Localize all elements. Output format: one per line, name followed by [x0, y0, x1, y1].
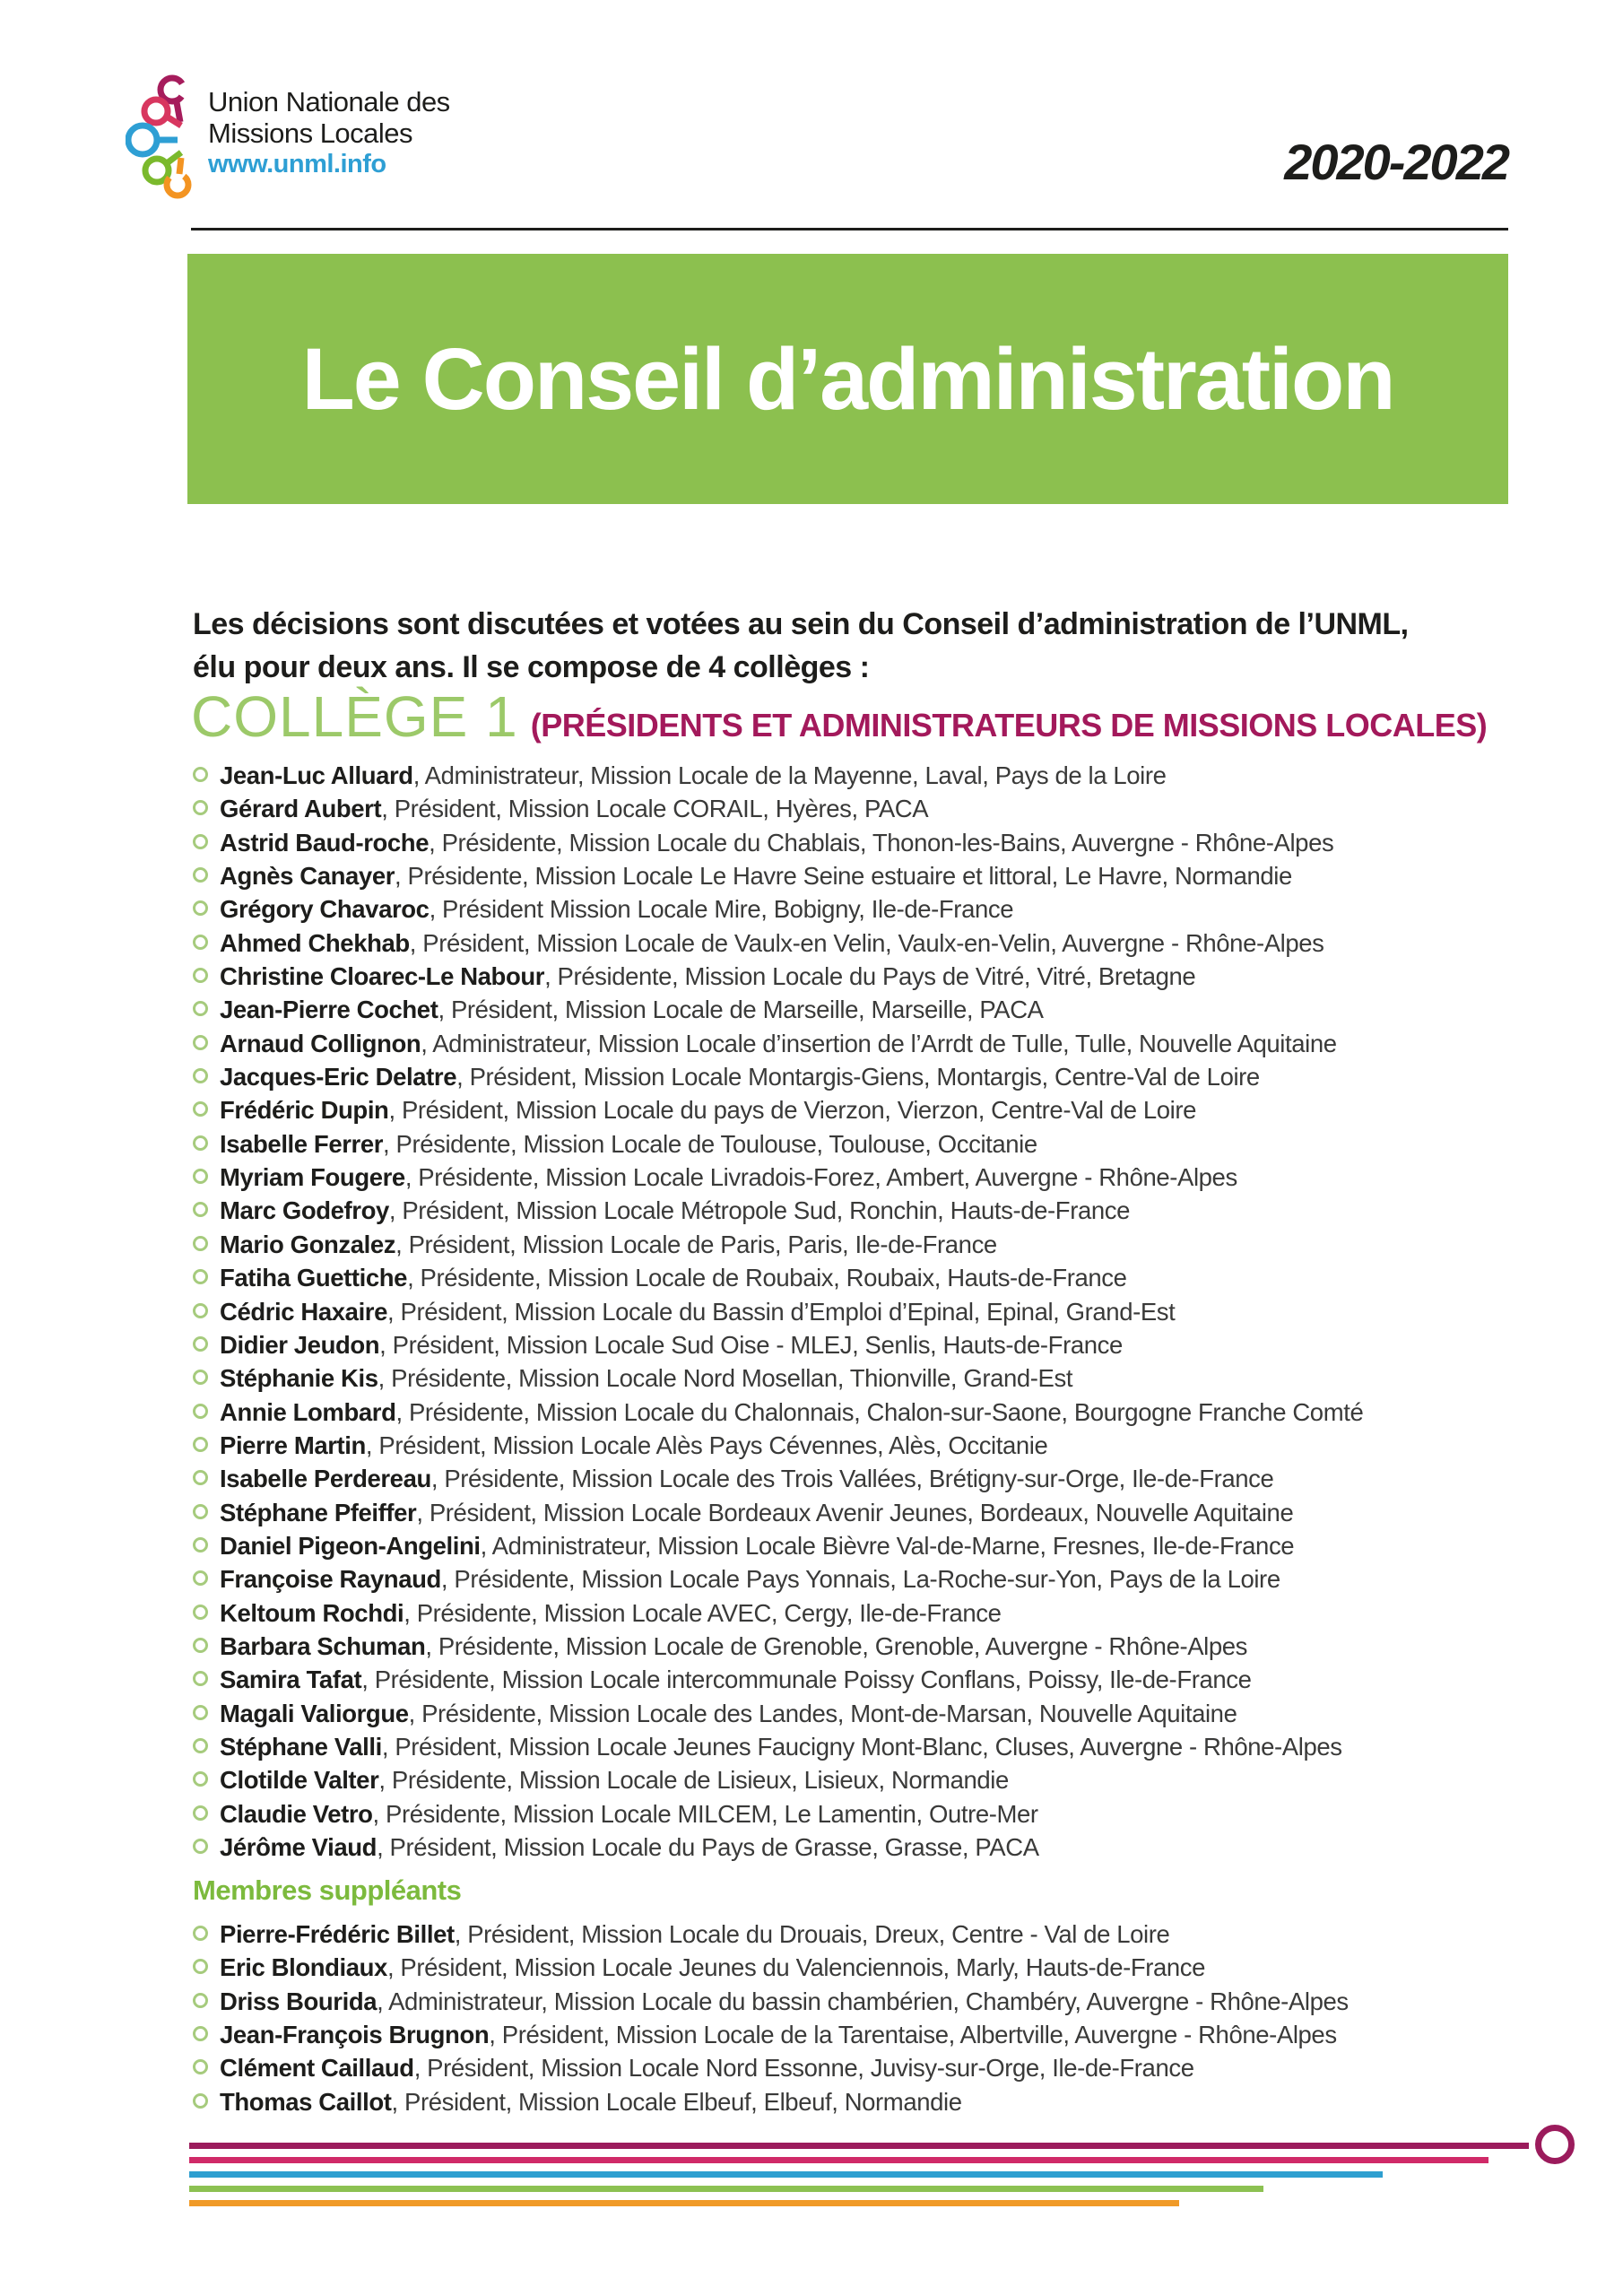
member-row [193, 1630, 1363, 1663]
bullet-circle-icon [193, 1470, 208, 1485]
member-name: Cédric Haxaire [220, 1297, 388, 1326]
bullet-circle-icon [193, 867, 208, 883]
college-subtitle: (PRÉSIDENTS ET ADMINISTRATEURS DE MISSIONS LOCALES) [530, 706, 1488, 744]
substitutes-heading: Membres suppléants [193, 1874, 462, 1906]
member-name: Fatiha Guettiche [220, 1264, 408, 1292]
member-row [193, 926, 1363, 960]
member-row [193, 1093, 1363, 1126]
member-name: Astrid Baud-roche [220, 828, 430, 857]
page-header [126, 70, 450, 204]
member-name: Magali Valiorgue [220, 1699, 409, 1727]
member-row [193, 1462, 1363, 1495]
brand-block [208, 86, 450, 180]
member-name: Daniel Pigeon-Angelini [220, 1531, 481, 1560]
footer-bar [189, 2171, 1383, 2178]
member-name: Jean-François Brugnon [220, 2021, 490, 2049]
member-row [193, 993, 1363, 1026]
member-details: , Président, Mission Locale Montargis-Giens, Montargis, Centre-Val de Loire [456, 1063, 1260, 1091]
bullet-circle-icon [193, 1101, 208, 1117]
college-number: COLLÈGE 1 [191, 683, 518, 749]
member-row [193, 2085, 1349, 2118]
member-row [193, 1730, 1363, 1763]
member-details: , Président, Mission Locale CORAIL, Hyères, PACA [381, 795, 929, 823]
bullet-circle-icon [193, 1035, 208, 1050]
bullet-circle-icon [193, 2026, 208, 2041]
bullet-circle-icon [193, 1169, 208, 1184]
member-details: , Présidente, Mission Locale de Lisieux, Lisieux, Normandie [378, 1766, 1009, 1795]
page-title: Le Conseil d’administration [301, 329, 1394, 428]
bullet-circle-icon [193, 2059, 208, 2074]
member-details: , Président, Mission Locale Nord Essonne, Juvisy-sur-Orge, Ile-de-France [413, 2054, 1194, 2083]
member-details: , Président, Mission Locale Jeunes Faucigny Mont-Blanc, Cluses, Auvergne - Rhône-Alpes [381, 1732, 1342, 1761]
member-name: Myriam Fougere [220, 1163, 405, 1192]
member-name: Barbara Schuman [220, 1631, 426, 1660]
member-row [193, 1328, 1363, 1361]
member-name: Isabelle Perdereau [220, 1465, 431, 1493]
member-details: , Présidente, Mission Locale MILCEM, Le Lamentin, Outre-Mer [372, 1799, 1038, 1828]
member-row [193, 1596, 1363, 1630]
member-row [193, 759, 1363, 792]
member-name: Pierre Martin [220, 1431, 366, 1459]
member-row [193, 1831, 1363, 1864]
footer-bar [189, 2157, 1488, 2163]
member-details: , Président, Mission Locale Alès Pays Cévennes, Alès, Occitanie [365, 1431, 1048, 1459]
member-row [193, 1697, 1363, 1730]
member-details: , Président, Mission Locale Sud Oise - MLEJ, Senlis, Hauts-de-France [379, 1330, 1123, 1359]
member-details: , Président, Mission Locale du Pays de Grasse, Grasse, PACA [377, 1833, 1039, 1861]
member-details: , Président, Mission Locale Elbeuf, Elbeuf, Normandie [391, 2087, 962, 2116]
brand-name-line2: Missions Locales [208, 117, 413, 149]
footer-decoration [189, 2143, 1529, 2214]
bullet-circle-icon [193, 1993, 208, 2008]
member-name: Jean-Pierre Cochet [220, 996, 438, 1024]
member-name: Eric Blondiaux [220, 1953, 387, 1982]
member-name: Gérard Aubert [220, 795, 382, 823]
footer-bar [189, 2143, 1529, 2149]
member-name: Frédéric Dupin [220, 1096, 389, 1125]
bullet-circle-icon [193, 1202, 208, 1217]
substitutes-list [193, 1918, 1349, 2118]
member-details: , Administrateur, Mission Locale d’insertion de l’Arrdt de Tulle, Tulle, Nouvelle Aquitaine [421, 1029, 1337, 1057]
intro-paragraph [193, 603, 1409, 689]
member-details: , Président, Mission Locale Bordeaux Avenir Jeunes, Bordeaux, Nouvelle Aquitaine [416, 1498, 1294, 1526]
member-details: , Présidente, Mission Locale de Toulouse, Toulouse, Occitanie [383, 1129, 1037, 1158]
member-row [193, 1295, 1363, 1328]
member-row [193, 1361, 1363, 1395]
edition-period: 2020-2022 [1284, 134, 1508, 190]
bullet-circle-icon [193, 1001, 208, 1016]
member-name: Clément Caillaud [220, 2054, 414, 2083]
member-details: , Présidente, Mission Locale intercommunale Poissy Conflans, Poissy, Ile-de-France [361, 1665, 1252, 1694]
bullet-circle-icon [193, 1638, 208, 1653]
bullet-circle-icon [193, 1959, 208, 1974]
member-row [193, 2018, 1349, 2051]
bullet-circle-icon [193, 767, 208, 782]
member-row [193, 792, 1363, 825]
member-name: Isabelle Ferrer [220, 1129, 384, 1158]
member-details: , Présidente, Mission Locale Pays Yonnais, La-Roche-sur-Yon, Pays de la Loire [440, 1565, 1280, 1594]
member-details: , Présidente, Mission Locale du Pays de Vitré, Vitré, Bretagne [544, 962, 1196, 991]
member-details: , Président, Mission Locale Jeunes du Valenciennois, Marly, Hauts-de-France [386, 1953, 1206, 1982]
member-row [193, 1161, 1363, 1194]
intro-line1: Les décisions sont discutées et votées au sein du Conseil d’administration de l’UNML, [193, 607, 1409, 641]
member-details: , Administrateur, Mission Locale de la Mayenne, Laval, Pays de la Loire [412, 761, 1167, 789]
member-details: , Présidente, Mission Locale Livradois-Forez, Ambert, Auvergne - Rhône-Alpes [404, 1163, 1237, 1192]
member-details: , Présidente, Mission Locale des Trois Vallées, Brétigny-sur-Orge, Ile-de-France [430, 1465, 1274, 1493]
members-list [193, 759, 1363, 1864]
member-details: , Présidente, Mission Locale du Chalonnais, Chalon-sur-Saone, Bourgogne Franche Comté [395, 1397, 1364, 1426]
bullet-circle-icon [193, 900, 208, 916]
member-name: Claudie Vetro [220, 1799, 373, 1828]
member-row [193, 1985, 1349, 2018]
bullet-circle-icon [193, 1605, 208, 1620]
member-row [193, 1496, 1363, 1529]
member-details: , Présidente, Mission Locale de Grenoble, Grenoble, Auvergne - Rhône-Alpes [425, 1631, 1248, 1660]
member-name: Stéphanie Kis [220, 1364, 378, 1393]
member-name: Agnès Canayer [220, 862, 395, 891]
member-name: Pierre-Frédéric Billet [220, 1920, 455, 1948]
member-details: , Président, Mission Locale de Paris, Paris, Ile-de-France [395, 1230, 997, 1258]
bullet-circle-icon [193, 1269, 208, 1284]
bullet-circle-icon [193, 1504, 208, 1519]
member-details: , Président, Mission Locale de Marseille, Marseille, PACA [438, 996, 1044, 1024]
member-details: , Président, Mission Locale du Drouais, Dreux, Centre - Val de Loire [454, 1920, 1170, 1948]
member-name: Jean-Luc Alluard [220, 761, 413, 789]
member-row [193, 1529, 1363, 1562]
member-row [193, 1429, 1363, 1462]
member-row [193, 1228, 1363, 1261]
member-details: , Présidente, Mission Locale du Chablais, Thonon-les-Bains, Auvergne - Rhône-Alpes [429, 828, 1334, 857]
bullet-circle-icon [193, 1303, 208, 1318]
member-details: , Présidente, Mission Locale Nord Mosellan, Thionville, Grand-Est [378, 1364, 1073, 1393]
bullet-circle-icon [193, 1805, 208, 1821]
member-details: , Président Mission Locale Mire, Bobigny, Ile-de-France [429, 895, 1014, 924]
member-details: , Président, Mission Locale du pays de Vierzon, Vierzon, Centre-Val de Loire [388, 1096, 1197, 1125]
member-details: , Administrateur, Mission Locale du bassin chambérien, Chambéry, Auvergne - Rhône-Alpes [377, 1987, 1349, 2015]
member-row [193, 1027, 1363, 1060]
bullet-circle-icon [193, 1570, 208, 1586]
member-name: Didier Jeudon [220, 1330, 380, 1359]
member-name: Ahmed Chekhab [220, 928, 410, 957]
bullet-circle-icon [193, 1537, 208, 1552]
brand-name-line1: Union Nationale des [208, 86, 450, 117]
member-row [193, 1127, 1363, 1161]
member-name: Annie Lombard [220, 1397, 396, 1426]
member-details: , Présidente, Mission Locale des Landes, Mont-de-Marsan, Nouvelle Aquitaine [408, 1699, 1237, 1727]
member-name: Stéphane Valli [220, 1732, 382, 1761]
member-row [193, 1918, 1349, 1951]
member-row [193, 859, 1363, 892]
bullet-circle-icon [193, 1926, 208, 1941]
intro-line2: élu pour deux ans. Il se compose de 4 collèges : [193, 650, 870, 684]
bullet-circle-icon [193, 935, 208, 950]
member-details: , Présidente, Mission Locale de Roubaix, Roubaix, Hauts-de-France [407, 1264, 1127, 1292]
member-name: Jérôme Viaud [220, 1833, 378, 1861]
member-details: , Président, Mission Locale Métropole Sud, Ronchin, Hauts-de-France [388, 1196, 1130, 1225]
member-row [193, 2051, 1349, 2084]
member-name: Thomas Caillot [220, 2087, 392, 2116]
bullet-circle-icon [193, 1839, 208, 1854]
member-details: , Administrateur, Mission Locale Bièvre Val-de-Marne, Fresnes, Ile-de-France [480, 1531, 1295, 1560]
member-row [193, 1562, 1363, 1596]
site-url-link[interactable]: www.unml.info [208, 150, 386, 178]
member-name: Stéphane Pfeiffer [220, 1498, 417, 1526]
member-name: Arnaud Collignon [220, 1029, 421, 1057]
member-name: Christine Cloarec-Le Nabour [220, 962, 545, 991]
member-row [193, 1797, 1363, 1831]
bullet-circle-icon [193, 1404, 208, 1419]
bullet-circle-icon [193, 1738, 208, 1753]
member-row [193, 1060, 1363, 1093]
member-row [193, 1396, 1363, 1429]
bullet-circle-icon [193, 2093, 208, 2109]
member-name: Marc Godefroy [220, 1196, 389, 1225]
bullet-circle-icon [193, 1068, 208, 1083]
bullet-circle-icon [193, 1336, 208, 1352]
member-row [193, 892, 1363, 926]
member-row [193, 1951, 1349, 1984]
footer-ring-icon [1535, 2125, 1575, 2164]
member-row [193, 826, 1363, 859]
member-name: Clotilde Valter [220, 1766, 379, 1795]
member-row [193, 1763, 1363, 1796]
header-rule [191, 228, 1508, 230]
bullet-circle-icon [193, 1437, 208, 1452]
member-details: , Président, Mission Locale de Vaulx-en Velin, Vaulx-en-Velin, Auvergne - Rhône-Alpes [409, 928, 1324, 957]
title-banner [187, 254, 1508, 504]
member-row [193, 1261, 1363, 1294]
member-name: Françoise Raynaud [220, 1565, 441, 1594]
member-row [193, 1194, 1363, 1227]
member-row [193, 960, 1363, 993]
member-details: , Présidente, Mission Locale AVEC, Cergy, Ile-de-France [404, 1598, 1002, 1627]
bullet-circle-icon [193, 968, 208, 983]
bullet-circle-icon [193, 1370, 208, 1385]
member-name: Driss Bourida [220, 1987, 378, 2015]
member-name: Keltoum Rochdi [220, 1598, 404, 1627]
member-details: , Président, Mission Locale du Bassin d’Emploi d’Epinal, Epinal, Grand-Est [387, 1297, 1176, 1326]
member-details: , Président, Mission Locale de la Tarentaise, Albertville, Auvergne - Rhône-Alpes [489, 2021, 1337, 2049]
member-name: Samira Tafat [220, 1665, 362, 1694]
college-heading [191, 683, 1487, 750]
member-name: Mario Gonzalez [220, 1230, 396, 1258]
bullet-circle-icon [193, 1705, 208, 1720]
footer-bar [189, 2186, 1263, 2192]
unml-logo [126, 70, 197, 204]
bullet-circle-icon [193, 1671, 208, 1686]
member-name: Grégory Chavaroc [220, 895, 430, 924]
bullet-circle-icon [193, 834, 208, 849]
footer-bar [189, 2200, 1179, 2206]
bullet-circle-icon [193, 1771, 208, 1787]
member-details: , Présidente, Mission Locale Le Havre Seine estuaire et littoral, Le Havre, Normandie [395, 862, 1292, 891]
bullet-circle-icon [193, 1236, 208, 1251]
bullet-circle-icon [193, 1135, 208, 1151]
member-row [193, 1663, 1363, 1696]
member-name: Jacques-Eric Delatre [220, 1063, 457, 1091]
bullet-circle-icon [193, 800, 208, 815]
